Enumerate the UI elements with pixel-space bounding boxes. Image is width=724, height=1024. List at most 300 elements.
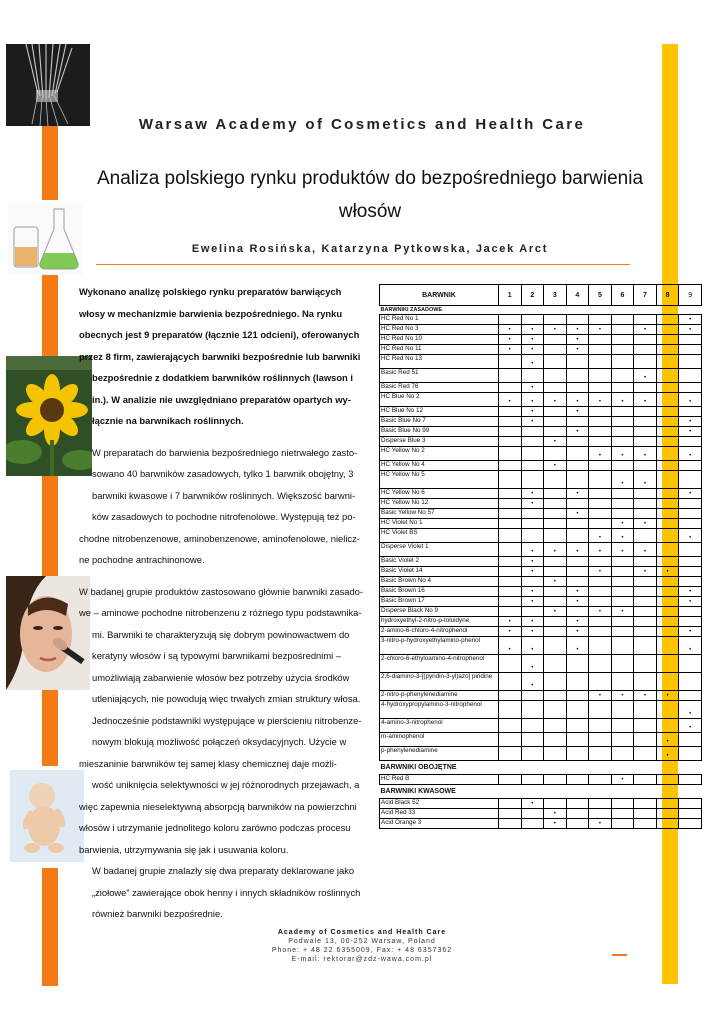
table-row: [380, 529, 702, 543]
presence-cell: [656, 335, 679, 345]
table-row: [380, 393, 702, 407]
presence-cell: •: [566, 587, 589, 597]
paragraph-3-line: więc zapewnia nieselektywną absorpcją barwników na powierzchni: [79, 800, 357, 812]
presence-cell: [656, 577, 679, 587]
presence-cell: [634, 407, 657, 417]
presence-cell: [656, 499, 679, 509]
table-row: [380, 407, 702, 417]
presence-cell: [634, 809, 657, 819]
presence-cell: [656, 447, 679, 461]
table-row: [380, 509, 702, 519]
presence-cell: [634, 461, 657, 471]
presence-cell: [544, 407, 567, 417]
presence-cell: [521, 437, 544, 447]
presence-cell: •: [679, 637, 702, 655]
presence-cell: [498, 509, 521, 519]
presence-cell: [611, 417, 634, 427]
presence-cell: [498, 775, 521, 785]
presence-cell: [656, 627, 679, 637]
presence-cell: [498, 809, 521, 819]
presence-cell: •: [544, 607, 567, 617]
table-row: [380, 809, 702, 819]
dye-name: Basic Violet 2: [380, 557, 499, 567]
presence-cell: [589, 627, 612, 637]
left-orange-stripe-5: [42, 868, 58, 986]
presence-cell: [679, 733, 702, 747]
paragraph-1-line: Wykonano analizę polskiego rynku preparatów barwiących: [79, 286, 342, 297]
dye-table: [379, 284, 702, 829]
table-row: [380, 471, 702, 489]
presence-cell: [589, 471, 612, 489]
presence-cell: [611, 461, 634, 471]
presence-cell: [679, 335, 702, 345]
presence-cell: [521, 775, 544, 785]
presence-cell: [679, 617, 702, 627]
dye-name: Disperse Violet 1: [380, 543, 499, 557]
presence-cell: [611, 557, 634, 567]
presence-cell: •: [611, 607, 634, 617]
presence-cell: [634, 335, 657, 345]
presence-cell: •: [544, 809, 567, 819]
presence-cell: [634, 733, 657, 747]
dye-name: 2-amino-6-chloro-4-nitrophenol: [380, 627, 499, 637]
dye-name: HC Red No 13: [380, 355, 499, 369]
presence-cell: [566, 655, 589, 673]
presence-cell: [566, 519, 589, 529]
presence-cell: •: [679, 447, 702, 461]
presence-cell: [521, 819, 544, 829]
section-title: BARWNIKI KWASOWE: [380, 785, 702, 799]
table-row: [380, 345, 702, 355]
paragraph-1-line: bezpośrednie z dodatkiem barwników roślinnych (lawson i: [92, 372, 353, 383]
dye-name: Disperse Blue 3: [380, 437, 499, 447]
presence-cell: [544, 733, 567, 747]
dye-name: Basic Red 51: [380, 369, 499, 383]
presence-cell: [656, 489, 679, 499]
presence-cell: [679, 543, 702, 557]
paragraph-3-line: włosów i utrzymanie jednolitego koloru zarówno podczas procesu: [79, 822, 351, 833]
table-row: [380, 519, 702, 529]
presence-cell: [634, 499, 657, 509]
presence-cell: •: [566, 427, 589, 437]
presence-cell: [566, 567, 589, 577]
dye-name: Basic Yellow No 57: [380, 509, 499, 519]
presence-cell: •: [521, 557, 544, 567]
presence-cell: [656, 809, 679, 819]
left-orange-stripe-1: [42, 124, 58, 200]
presence-cell: [498, 691, 521, 701]
institution-heading: Warsaw Academy of Cosmetics and Health Care: [138, 116, 586, 133]
presence-cell: [656, 719, 679, 733]
presence-cell: •: [611, 529, 634, 543]
presence-cell: [634, 557, 657, 567]
presence-cell: [521, 447, 544, 461]
presence-cell: [634, 529, 657, 543]
presence-cell: [498, 733, 521, 747]
dye-name: HC Red No 10: [380, 335, 499, 345]
paragraph-1-line: przez 8 firm, zawierających barwniki bezpośrednie lub barwniki: [79, 350, 361, 362]
presence-cell: [544, 369, 567, 383]
table-row: [380, 577, 702, 587]
footer-email: E-mail: rektorar@zdz-wawa.com.pl: [291, 956, 433, 963]
presence-cell: [611, 617, 634, 627]
presence-cell: [544, 701, 567, 719]
presence-cell: [656, 673, 679, 691]
presence-cell: •: [544, 325, 567, 335]
table-row: [380, 819, 702, 829]
dye-name: Acid Orange 3: [380, 819, 499, 829]
presence-cell: [589, 733, 612, 747]
presence-cell: [656, 799, 679, 809]
paragraph-3-line: umożliwiają zabarwienie włosów bez potrzeby użycia środków: [92, 671, 350, 683]
paragraph-3-line: nowym blokują możliwość połączeń oksydacyjnych. Użycie w: [92, 736, 347, 747]
presence-cell: [634, 417, 657, 427]
presence-cell: [498, 355, 521, 369]
presence-cell: [589, 427, 612, 437]
presence-cell: [544, 427, 567, 437]
presence-cell: [679, 355, 702, 369]
presence-cell: [656, 701, 679, 719]
presence-cell: •: [521, 335, 544, 345]
dye-name: p-phenylenediamine: [380, 747, 499, 761]
presence-cell: [656, 437, 679, 447]
table-row: [380, 719, 702, 733]
presence-cell: •: [521, 489, 544, 499]
presence-cell: [498, 461, 521, 471]
presence-cell: [634, 577, 657, 587]
presence-cell: [566, 691, 589, 701]
presence-cell: [498, 819, 521, 829]
presence-cell: •: [589, 393, 612, 407]
presence-cell: •: [634, 447, 657, 461]
paragraph-1-line: in.). W analizie nie uwzględniano preparatów opartych wy-: [92, 393, 351, 405]
table-row: [380, 673, 702, 691]
presence-cell: [498, 529, 521, 543]
presence-cell: •: [566, 543, 589, 557]
dye-name: 3-nitro-p-hydroxyethylamino-phenol: [380, 637, 499, 655]
paragraph-3-line: mieszaninie barwników tej samej klasy chemicznej daje możli-: [79, 757, 337, 769]
presence-cell: [634, 627, 657, 637]
presence-cell: •: [679, 489, 702, 499]
presence-cell: •: [634, 393, 657, 407]
presence-cell: [656, 355, 679, 369]
presence-cell: [656, 471, 679, 489]
presence-cell: [679, 577, 702, 587]
presence-cell: [611, 335, 634, 345]
presence-cell: [589, 417, 612, 427]
presence-cell: •: [498, 617, 521, 627]
presence-cell: [544, 637, 567, 655]
presence-cell: [611, 655, 634, 673]
presence-cell: [589, 437, 612, 447]
presence-cell: [544, 315, 567, 325]
presence-cell: [566, 819, 589, 829]
dye-name: Basic Blue No 99: [380, 427, 499, 437]
presence-cell: [589, 701, 612, 719]
table-section-row: [380, 785, 702, 799]
presence-cell: [679, 461, 702, 471]
body-text: [79, 281, 376, 925]
table-body: [380, 306, 702, 829]
presence-cell: [611, 673, 634, 691]
dye-name: Basic Brown 17: [380, 597, 499, 607]
presence-cell: [521, 719, 544, 733]
table-row: [380, 733, 702, 747]
dye-name: 4-amino-3-nitrophenol: [380, 719, 499, 733]
presence-cell: [521, 509, 544, 519]
dye-name: Basic Blue No 7: [380, 417, 499, 427]
presence-cell: [656, 393, 679, 407]
presence-cell: [634, 819, 657, 829]
presence-cell: [679, 369, 702, 383]
presence-cell: [544, 567, 567, 577]
presence-cell: •: [679, 393, 702, 407]
presence-cell: [611, 733, 634, 747]
presence-cell: •: [521, 637, 544, 655]
presence-cell: [679, 607, 702, 617]
footer-name: Academy of Cosmetics and Health Care: [277, 929, 447, 936]
presence-cell: [544, 335, 567, 345]
presence-cell: •: [498, 325, 521, 335]
presence-cell: •: [679, 597, 702, 607]
presence-cell: [589, 383, 612, 393]
presence-cell: •: [566, 617, 589, 627]
page-title: Analiza polskiego rynku produktów do bezpośredniego barwienia włosów: [96, 168, 644, 222]
presence-cell: [589, 355, 612, 369]
presence-cell: [679, 383, 702, 393]
presence-cell: [679, 691, 702, 701]
paragraph-2-line: barwniki kwasowe i 7 barwników roślinnych. Większość barwni-: [92, 489, 356, 501]
presence-cell: [611, 499, 634, 509]
presence-cell: [656, 587, 679, 597]
presence-cell: [566, 499, 589, 509]
presence-cell: •: [656, 567, 679, 577]
presence-cell: [634, 617, 657, 627]
footer-address: Podwale 13, 00-252 Warsaw, Poland: [288, 938, 436, 945]
presence-cell: [634, 597, 657, 607]
presence-cell: [544, 489, 567, 499]
footer-phone: Phone: + 48 22 6355009, Fax: + 48 6357362: [271, 947, 453, 954]
presence-cell: •: [566, 637, 589, 655]
presence-cell: [589, 345, 612, 355]
presence-cell: [589, 597, 612, 607]
presence-cell: [544, 597, 567, 607]
presence-cell: [544, 417, 567, 427]
presence-cell: •: [589, 447, 612, 461]
presence-cell: [521, 529, 544, 543]
column-header: 6: [611, 285, 634, 306]
column-header: 7: [634, 285, 657, 306]
presence-cell: [544, 691, 567, 701]
presence-cell: •: [498, 393, 521, 407]
presence-cell: •: [521, 799, 544, 809]
presence-cell: •: [521, 543, 544, 557]
presence-cell: [656, 637, 679, 655]
presence-cell: •: [679, 701, 702, 719]
presence-cell: [544, 799, 567, 809]
presence-cell: [656, 345, 679, 355]
presence-cell: •: [634, 691, 657, 701]
presence-cell: [656, 655, 679, 673]
dye-name: 4-hydroxypropylamino-3-nitrophenol: [380, 701, 499, 719]
presence-cell: [634, 607, 657, 617]
presence-cell: •: [544, 437, 567, 447]
presence-cell: [498, 417, 521, 427]
presence-cell: •: [566, 597, 589, 607]
presence-cell: [544, 471, 567, 489]
presence-cell: •: [521, 355, 544, 369]
dye-name: Acid Black 52: [380, 799, 499, 809]
presence-cell: [634, 747, 657, 761]
presence-cell: [589, 335, 612, 345]
presence-cell: [498, 567, 521, 577]
presence-cell: [611, 509, 634, 519]
presence-cell: [634, 509, 657, 519]
column-header: 2: [521, 285, 544, 306]
presence-cell: •: [611, 519, 634, 529]
presence-cell: [656, 417, 679, 427]
presence-cell: •: [521, 325, 544, 335]
presence-cell: •: [634, 471, 657, 489]
presence-cell: [656, 427, 679, 437]
presence-cell: [679, 471, 702, 489]
presence-cell: •: [521, 567, 544, 577]
presence-cell: [544, 383, 567, 393]
table-row: [380, 383, 702, 393]
table-row: [380, 335, 702, 345]
presence-cell: •: [589, 819, 612, 829]
paragraph-3-line: we – aminowe pochodne nitrobenzenu z różnego typu podstawnika-: [79, 607, 362, 618]
presence-cell: [611, 719, 634, 733]
paragraph-3-line: W badanej grupie produktów zastosowano głównie barwniki zasado-: [79, 585, 364, 597]
presence-cell: [544, 719, 567, 733]
presence-cell: [634, 655, 657, 673]
presence-cell: [589, 673, 612, 691]
column-header: 4: [566, 285, 589, 306]
presence-cell: [611, 315, 634, 325]
presence-cell: [589, 509, 612, 519]
paragraph-1-line: włosy w mechanizmie barwienia bezpośredniego. Na rynku: [79, 307, 343, 319]
table-row: [380, 417, 702, 427]
left-orange-stripe-3: [42, 476, 58, 576]
presence-cell: [566, 315, 589, 325]
presence-cell: [544, 655, 567, 673]
presence-cell: [566, 461, 589, 471]
presence-cell: [634, 427, 657, 437]
presence-cell: [679, 345, 702, 355]
presence-cell: •: [589, 567, 612, 577]
presence-cell: [611, 369, 634, 383]
presence-cell: •: [498, 627, 521, 637]
presence-cell: [566, 417, 589, 427]
footer-dash: [612, 954, 627, 956]
presence-cell: [611, 747, 634, 761]
presence-cell: •: [521, 627, 544, 637]
presence-cell: •: [589, 325, 612, 335]
presence-cell: •: [498, 335, 521, 345]
presence-cell: [611, 345, 634, 355]
presence-cell: [566, 799, 589, 809]
presence-cell: [498, 471, 521, 489]
presence-cell: •: [679, 529, 702, 543]
presence-cell: [679, 407, 702, 417]
table-row: [380, 315, 702, 325]
presence-cell: •: [566, 489, 589, 499]
table-row: [380, 369, 702, 383]
presence-cell: [589, 369, 612, 383]
paragraph-2-line: chodne nitrobenzenowe, aminobenzenowe, aminofenolowe, nielicz-: [79, 532, 360, 544]
table-row: [380, 355, 702, 369]
presence-cell: [589, 637, 612, 655]
table-row: [380, 489, 702, 499]
table-row: [380, 437, 702, 447]
table-row: [380, 747, 702, 761]
dye-name: HC Yellow No 4: [380, 461, 499, 471]
paragraph-2-line: ków zasadowych to pochodne nitrofenolowe. Występują też po-: [92, 511, 356, 522]
presence-cell: •: [656, 733, 679, 747]
presence-cell: •: [634, 543, 657, 557]
dye-name: HC Red No 1: [380, 315, 499, 325]
dye-name: HC Yellow No 6: [380, 489, 499, 499]
presence-cell: [656, 529, 679, 543]
presence-cell: [498, 427, 521, 437]
presence-cell: [611, 427, 634, 437]
section-title: BARWNIKI OBOJĘTNE: [380, 761, 702, 775]
table-row: [380, 627, 702, 637]
presence-cell: [498, 597, 521, 607]
presence-cell: [498, 437, 521, 447]
presence-cell: •: [544, 577, 567, 587]
section-title: BARWNIKI ZASADOWE: [380, 306, 702, 315]
presence-cell: [679, 775, 702, 785]
presence-cell: [656, 819, 679, 829]
dye-name: HC Red B: [380, 775, 499, 785]
presence-cell: [589, 315, 612, 325]
presence-cell: [498, 447, 521, 461]
presence-cell: [589, 809, 612, 819]
presence-cell: [521, 315, 544, 325]
presence-cell: [634, 799, 657, 809]
presence-cell: [589, 499, 612, 509]
paragraph-4-line: również barwniki bezpośrednie.: [92, 908, 223, 919]
presence-cell: [566, 383, 589, 393]
presence-cell: [656, 461, 679, 471]
dye-name: Basic Brown 16: [380, 587, 499, 597]
column-header: 5: [589, 285, 612, 306]
presence-cell: •: [679, 427, 702, 437]
presence-cell: [656, 557, 679, 567]
dye-name: 2-chloro-6-ethyloamino-4-nitrophenol: [380, 655, 499, 673]
presence-cell: [611, 383, 634, 393]
presence-cell: [544, 529, 567, 543]
presence-cell: [611, 437, 634, 447]
presence-cell: •: [521, 345, 544, 355]
presence-cell: [544, 617, 567, 627]
presence-cell: [544, 627, 567, 637]
dye-name: HC Blue No 12: [380, 407, 499, 417]
presence-cell: [521, 809, 544, 819]
presence-cell: •: [679, 315, 702, 325]
presence-cell: •: [498, 637, 521, 655]
presence-cell: [544, 747, 567, 761]
paragraph-3-line: keratyny włosów i są typowymi barwnikami bezpośrednimi –: [92, 650, 342, 661]
dye-name: HC Red No 11: [380, 345, 499, 355]
table-section-row: [380, 761, 702, 775]
presence-cell: [611, 597, 634, 607]
hair-fibers-photo: [6, 44, 90, 126]
table-section-row: [380, 306, 702, 315]
presence-cell: [679, 509, 702, 519]
